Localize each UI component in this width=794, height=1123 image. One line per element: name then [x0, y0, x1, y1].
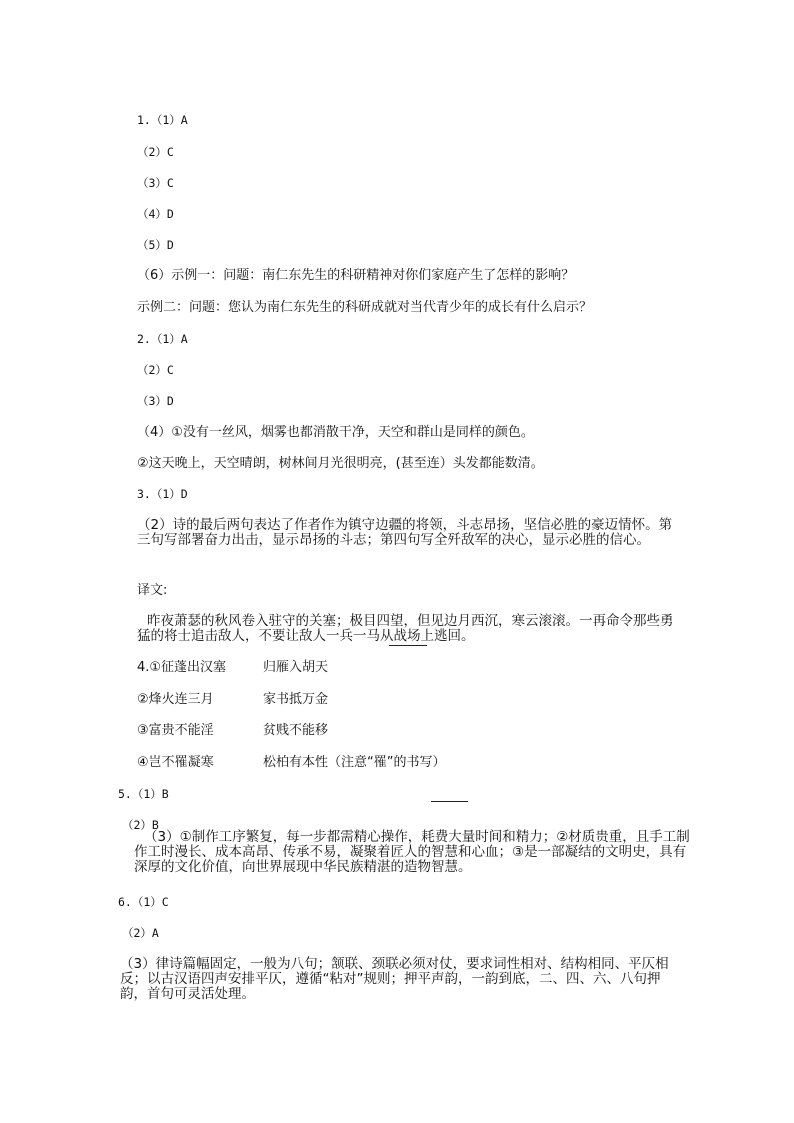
q2-answer-4-sentence-2: ②这天晚上，天空晴朗，树林间月光很明亮，(甚至连）头发都能数清。: [137, 456, 544, 471]
q5-answer-1: 5.（1）B: [118, 787, 169, 801]
q4-line-3a: ③富贵不能淫: [137, 723, 214, 738]
q1-answer-6-example-2: 示例二：问题：您认为南仁东先生的科研成就对当代青少年的成长有什么启示？: [137, 300, 593, 315]
q6-answer-1: 6.（1）C: [118, 895, 169, 909]
q1-answer-5: （5）D: [137, 238, 174, 252]
q3-translation-label: 译文:: [137, 583, 168, 598]
q2-answer-4: （4）①没有一丝风，烟雾也都消散干净，天空和群山是同样的颜色。: [137, 425, 534, 440]
q1-answer-3: （3）C: [137, 176, 174, 190]
underline-mark: [389, 645, 427, 646]
q2-answer-2: （2）C: [137, 363, 174, 377]
underline-mark: [431, 801, 468, 802]
q4-line-2a: ②烽火连三月: [137, 692, 214, 707]
q4-line-3b: 贫贱不能移: [263, 723, 329, 738]
q6-answer-3-paragraph: （3）律诗篇幅固定，一般为八句；颔联、颈联必须对仗，要求词性相对、结构相同、平仄相反；以古汉语四声安排平仄，遵循“粘对”规则；押平声韵，一韵到底，二、四、六、八句押韵，首句可灵活处理。: [120, 956, 669, 1002]
q3-answer-1: 3.（1）D: [137, 487, 188, 501]
q4-line-4b: 松柏有本性（注意“罹”的书写）: [263, 755, 446, 770]
q3-translation-paragraph: 昨夜萧瑟的秋风卷入驻守的关塞；极目四望，但见边月西沉，寒云滚滚。一再命令那些勇猛的将士追击敌人，不要让敌人一兵一马从战场上逃回。: [137, 613, 674, 644]
q4-line-1b: 归雁入胡天: [263, 660, 329, 675]
q4-line-2b: 家书抵万金: [263, 692, 329, 707]
q3-answer-2-paragraph: （2）诗的最后两句表达了作者作为镇守边疆的将领，斗志昂扬，坚信必胜的豪迈情怀。第三句写部署奋力出击，显示昂扬的斗志；第四句写全歼敌军的决心，显示必胜的信心。: [137, 517, 673, 548]
q1-answer-6: （6）示例一：问题：南仁东先生的科研精神对你们家庭产生了怎样的影响？: [137, 268, 575, 283]
q4-line-1a: 4.①征蓬出汉塞: [137, 660, 227, 675]
q1-answer-2: （2）C: [137, 145, 174, 159]
q1-answer-1: 1.（1）A: [137, 113, 188, 127]
q5-answer-2: （2）B: [122, 818, 159, 832]
q2-answer-3: （3）D: [137, 394, 174, 408]
q2-answer-1: 2.（1）A: [137, 332, 188, 346]
q6-answer-2: （2）A: [122, 926, 159, 940]
q4-line-4a: ④岂不罹凝寒: [137, 755, 214, 770]
q5-answer-3-paragraph: （3）①制作工序繁复，每一步都需精心操作，耗费大量时间和精力；②材质贵重，且手工制作工时漫长、成本高昂、传承不易，凝聚着匠人的智慧和心血；③是一部凝结的文明史，具有深厚的文化价值，向世界展现中华民族精湛的造物智慧。: [134, 829, 690, 875]
q1-answer-4: （4）D: [137, 207, 174, 221]
